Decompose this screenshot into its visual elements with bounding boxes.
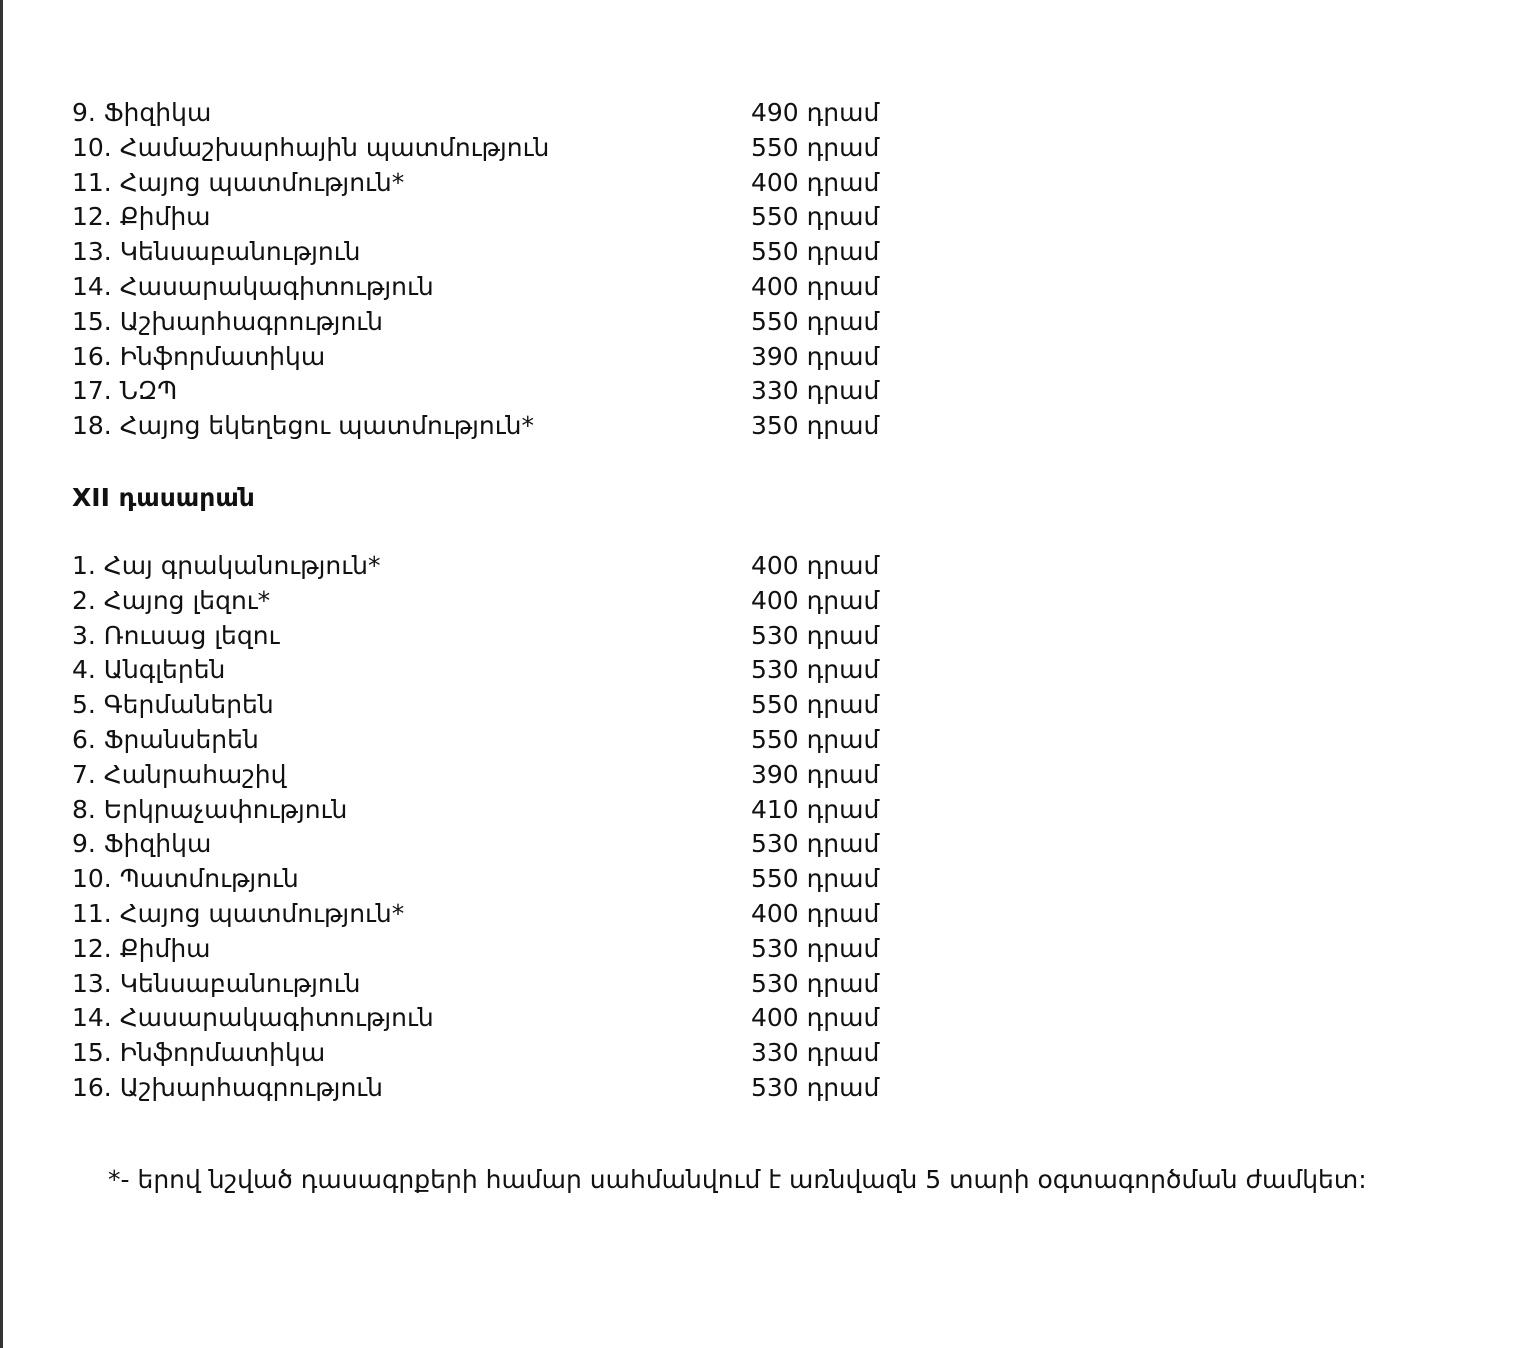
price-value: 550 դրամ	[751, 690, 880, 720]
price-value: 530 դրամ	[751, 933, 880, 963]
price-value: 530 դրամ	[751, 655, 880, 685]
list-item	[72, 932, 972, 967]
list-item	[72, 131, 972, 166]
subject-label: 3. Ռուսաց լեզու	[72, 620, 280, 650]
list-item	[72, 723, 972, 758]
list-item	[72, 653, 972, 688]
subject-label: 14. Հասարակագիտություն	[72, 1003, 434, 1033]
price-value: 400 դրամ	[751, 167, 880, 197]
subject-label: 5. Գերմաներեն	[72, 690, 274, 720]
subject-label: 9. Ֆիզիկա	[72, 829, 212, 859]
subject-label: 11. Հայոց պատմություն*	[72, 898, 405, 928]
subject-label: 14. Հասարակագիտություն	[72, 271, 434, 301]
price-value: 530 դրամ	[751, 1072, 880, 1102]
list-item	[72, 270, 972, 305]
list-item	[72, 827, 972, 862]
price-value: 390 դրամ	[751, 759, 880, 789]
list-item	[72, 1071, 972, 1106]
list-item	[72, 96, 972, 131]
textbook-price-list-xii	[72, 549, 972, 1106]
subject-label: 18. Հայոց եկեղեցու պատմություն*	[72, 411, 534, 441]
subject-label: 6. Ֆրանսերեն	[72, 724, 259, 754]
subject-label: 2. Հայոց լեզու*	[72, 585, 271, 615]
subject-label: 10. Պատմություն	[72, 864, 299, 894]
list-item	[72, 340, 972, 375]
list-item	[72, 549, 972, 584]
list-item	[72, 374, 972, 409]
subject-label: 1. Հայ գրականություն*	[72, 551, 381, 580]
price-value: 350 դրամ	[751, 411, 880, 441]
list-item	[72, 967, 972, 1002]
price-value: 390 դրամ	[751, 341, 880, 371]
price-value: 330 դրամ	[751, 376, 880, 406]
list-item	[72, 1036, 972, 1071]
price-value: 400 դրամ	[751, 898, 880, 928]
subject-label: 11. Հայոց պատմություն*	[72, 167, 405, 197]
subject-label: 16. Ինֆորմատիկա	[72, 341, 326, 371]
subject-label: 13. Կենսաբանություն	[72, 237, 361, 267]
list-item	[72, 793, 972, 828]
list-item	[72, 305, 972, 340]
price-value: 410 դրամ	[751, 794, 880, 824]
price-value: 530 դրամ	[751, 620, 880, 650]
list-item	[72, 688, 972, 723]
subject-label: 10. Համաշխարհային պատմություն	[72, 132, 550, 162]
subject-label: 9. Ֆիզիկա	[72, 98, 212, 127]
price-value: 400 դրամ	[751, 271, 880, 301]
price-value: 490 դրամ	[751, 98, 880, 127]
subject-label: 8. Երկրաչափություն	[72, 794, 348, 824]
subject-label: 4. Անգլերեն	[72, 655, 226, 685]
subject-label: 17. ՆԶՊ	[72, 376, 178, 406]
subject-label: 15. Աշխարհագրություն	[72, 306, 384, 336]
page-left-border	[0, 0, 3, 1348]
price-value: 330 դրամ	[751, 1038, 880, 1068]
price-value: 400 դրամ	[751, 1003, 880, 1033]
price-value: 550 դրամ	[751, 237, 880, 267]
list-item	[72, 1001, 972, 1036]
price-value: 550 դրամ	[751, 132, 880, 162]
price-value: 550 դրամ	[751, 306, 880, 336]
list-item	[72, 235, 972, 270]
list-item	[72, 200, 972, 235]
price-value: 530 դրամ	[751, 968, 880, 998]
subject-label: 12. Քիմիա	[72, 933, 211, 963]
price-value: 400 դրամ	[751, 551, 880, 580]
list-item	[72, 862, 972, 897]
textbook-price-list-xi	[72, 96, 972, 444]
subject-label: 12. Քիմիա	[72, 202, 211, 232]
price-value: 400 դրամ	[751, 585, 880, 615]
section-title-grade-xii: XII դասարան	[72, 483, 255, 512]
footnote: *- երով նշված դասագրքերի համար սահմանվում է առնվազն 5 տարի օգտագործման ժամկետ:	[108, 1165, 1367, 1194]
list-item	[72, 166, 972, 201]
price-value: 530 դրամ	[751, 829, 880, 859]
subject-label: 15. Ինֆորմատիկա	[72, 1038, 326, 1068]
list-item	[72, 897, 972, 932]
price-value: 550 դրամ	[751, 202, 880, 232]
price-value: 550 դրամ	[751, 864, 880, 894]
list-item	[72, 758, 972, 793]
price-value: 550 դրամ	[751, 724, 880, 754]
subject-label: 7. Հանրահաշիվ	[72, 759, 287, 789]
list-item	[72, 584, 972, 619]
list-item	[72, 619, 972, 654]
list-item	[72, 409, 972, 444]
subject-label: 16. Աշխարհագրություն	[72, 1072, 384, 1102]
subject-label: 13. Կենսաբանություն	[72, 968, 361, 998]
